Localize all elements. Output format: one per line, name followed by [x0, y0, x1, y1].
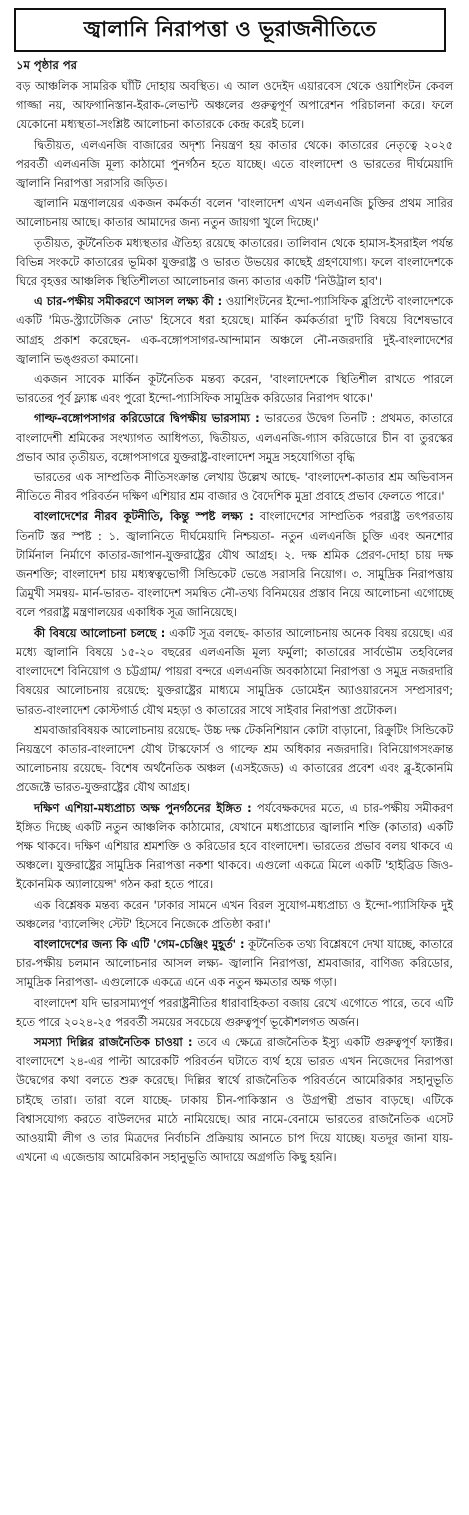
article-paragraph	[16, 468, 453, 506]
article-paragraph	[16, 194, 453, 232]
paragraph-text: জ্বালানি মন্ত্রণালয়ের একজন কর্মকর্তা বলেন 'বাংলাদেশ এখন এলএনজি চুক্তির প্রথম সারির আলোচনায় আছে। কাতার আমাদের জন্য নতুন জায়গা খুলে দিচ্ছে।'	[16, 197, 453, 230]
paragraph-text: একটি সূত্র বলছে- কাতার আলোচনায় অনেক বিষয় রয়েছে। এর মধ্যে জ্বালানি বিষয়ে ১৫-২০ বছরের এলএনজি মূল্য ফর্মুলা; কাতারের সার্বভৌম তহবিলের বাংলাদেশে বিনিয়োগ ও চট্টগ্রাম/ পায়রা বন্দরে এলএনজি অবকাঠামো নিরাপত্তা ও সমুদ্র নজরদারি বিষয়ের আলোচনায় রয়েছে: যুক্তরাষ্ট্রের মাধ্যমে সামুদ্রিক ডোমেইন অ্যাওয়ারনেস সম্প্রসারণ; ভারত-বাংলাদেশ কোস্টগার্ড যৌথ মহড়া ও কাতারের সাথে সাইবার নিরাপত্তা প্রটোকল।	[16, 626, 453, 717]
article-paragraph	[16, 234, 453, 292]
continued-label: ১ম পৃষ্ঠার পর	[16, 58, 77, 72]
paragraph-text: ভারতের উদ্বেগ তিনটি : প্রথমত, কাতারে বাংলাদেশী শ্রমিকের সংখ্যাগত আধিপত্য, দ্বিতীয়ত, এলএনজি-গ্যাস করিডোরে চীন বা তুরস্কের প্রভাব আর তৃতীয়ত, বঙ্গোপসাগরে যুক্তরাষ্ট্র-বাংলাদেশ সমুদ্র সহযোগিতা বৃদ্ধি	[16, 412, 454, 464]
paragraph-text: তৃতীয়ত, কূটনৈতিক মধ্যস্থতার ঐতিহ্য রয়েছে কাতারের। তালিবান থেকে হামাস-ইসরাইল পর্যন্ত বিভিন্ন সংকটে কাতারের ভূমিকা যুক্তরাষ্ট্র ও ভারত উভয়ের কাছেই গ্রহণযোগ্য। ফলে বাংলাদেশকে ঘিরে বৃহত্তর আঞ্চলিক স্থিতিশীলতা আলোচনার জন্য কাতার একটি 'নিউট্রাল হাব'।	[16, 236, 453, 289]
paragraph-text: কূটনৈতিক তথ্য বিশ্লেষণে দেখা যাচ্ছে, কাতারে চার-পক্ষীয় চলমান আলোচনার আসল লক্ষ্য- জ্বালানি নিরাপত্তা, শ্রমবাজার, বাণিজ্য করিডোর, সামুদ্রিক নিরাপত্তা- এগুলোকে একত্রে এনে এক নতুন ক্ষমতার অক্ষ গড়া।	[16, 937, 453, 990]
article-paragraph	[16, 370, 453, 408]
article-paragraph	[16, 896, 453, 934]
subheading: এ চার-পক্ষীয় সমীকরণে আসল লক্ষ্য কী :	[34, 295, 223, 309]
subheading: বাংলাদেশের জন্য কি এটি 'গেম-চেঞ্জিং মুহূর্ত' :	[34, 937, 245, 951]
paragraph-text: ভারতের এক সাম্প্রতিক নীতিসংক্রান্ত লেখায় উল্লেখ আছে- 'বাংলাদেশ-কাতার শ্রম অভিবাসন নীতিতে নীরব পরিবর্তন দক্ষিণ এশিয়ার শ্রম বাজার ও বৈদেশিক মুদ্রা প্রবাহে প্রভাব ফেলতে পারে।'	[16, 471, 453, 504]
subheading: কী বিষয়ে আলোচনা চলছে :	[34, 626, 166, 640]
subheading: দক্ষিণ এশিয়া-মধ্যপ্রাচ্য অক্ষ পুনর্গঠনের ইঙ্গিত :	[34, 801, 252, 815]
subheading: বাংলাদেশের নীরব কূটনীতি, কিন্তু স্পষ্ট লক্ষ্য :	[34, 510, 254, 524]
article-paragraph	[16, 1033, 453, 1167]
article-paragraphs	[16, 77, 453, 1167]
article-paragraph	[16, 292, 453, 369]
paragraph-text: তবে এ ক্ষেত্রে রাজনৈতিক ইস্যু একটি গুরুত্বপূর্ণ ফ্যাক্টর। বাংলাদেশে ২৪-এর পাল্টা আরেকটি পরিবর্তন ঘটাতে ব্যর্থ হয়ে ভারত এখন নিজেদের নিরাপত্তা উদ্বেগের কথা বলতে শুরু করেছে। দিল্লির স্বার্থে রাজনৈতিক পরিবর্তনে আমেরিকার সহানুভূতি চাইছে তারা। তারা বলে যাচ্ছে- ঢাকায় চীন-পাকিস্তান ও উগ্রপন্থী প্রভাব বাড়ছে। এটিকে বিশ্বাসযোগ্য করতে বাউলদের মাঠে নামিয়েছে। আর নামে-বেনামে ভারতের রাজনৈতিক এসেট আওয়ামী লীগ ও তার মিত্রদের নির্বাচনি প্রক্রিয়ায় আনতে চাপ দিয়ে যাচ্ছে। যতদূর জানা যায়- এখনো এ এজেন্ডায় আমেরিকান সহানুভূতি আদায়ে অগ্রগতি কিছু হয়নি।	[16, 1035, 454, 1165]
paragraph-text: বাংলাদেশের সাম্প্রতিক পররাষ্ট্র তৎপরতায় তিনটি স্তর স্পষ্ট : ১. জ্বালানিতে দীর্ঘমেয়াদি নিশ্চয়তা- নতুন এলএনজি চুক্তি এবং অনশোর টার্মিনাল নির্মাণে কাতার-জাপান-যুক্তরাষ্ট্রের যৌথ আগ্রহ। ২. দক্ষ শ্রমিক প্রেরণ-দোহা চায় দক্ষ জনশক্তি; বাংলাদেশ চায় মধ্যস্বত্বভোগী সিন্ডিকেট ভেঙে সরাসরি নিয়োগ। ৩. সামুদ্রিক নিরাপত্তায় ত্রিমুখী সমন্বয়- মার্ন-ভারত- বাংলাদেশ সমন্বিত নৌ-তথ্য বিনিময়ের প্রস্তাব নিয়ে আলোচনা এগোচ্ছে বলে পররাষ্ট্র মন্ত্রণালয়ের একাধিক সূত্র জানিয়েছে।	[16, 510, 454, 620]
article-paragraph	[16, 507, 453, 622]
headline-box	[14, 8, 446, 52]
subheading: গাল্ফ-বঙ্গোপসাগর করিডোরে দ্বিপক্ষীয় ভারসাম্য :	[34, 412, 260, 426]
article-body	[16, 57, 453, 1168]
paragraph-text: পর্যবেক্ষকদের মতে, এ চার-পক্ষীয় সমীকরণ ইঙ্গিত দিচ্ছে একটি নতুন আঞ্চলিক কাঠামোর, যেখানে মধ্যপ্রাচ্যের জ্বালানি শক্তি (কাতার) একটি পক্ষ থাকবে। দক্ষিণ এশিয়ার শ্রমশক্তি ও করিডোর হবে বাংলাদেশ। ভারতের প্রভাব বলয় থাকবে এ অঞ্চলে। যুক্তরাষ্ট্রের সামুদ্রিক নিরাপত্তা নকশা থাকবে। এগুলো একত্রে মিলে একটি 'হাইব্রিড জিও-ইকোনমিক অ্যালায়েন্স' গঠন করা হতে পারে।	[16, 801, 453, 892]
paragraph-text: বাংলাদেশ যদি ভারসাম্যপূর্ণ পররাষ্ট্রনীতির ধারাবাহিকতা বজায় রেখে এগোতে পারে, তবে এটি হতে পারে ২০২৪-২৫ পরবর্তী সময়ের সবচেয়ে গুরুত্বপূর্ণ ভূকৌশলগত অর্জন।	[16, 996, 453, 1029]
subheading: সমস্যা দিল্লির রাজনৈতিক চাওয়া :	[34, 1035, 193, 1049]
paragraph-text: ওয়াশিংটনের ইন্দো-প্যাসিফিক ব্লুপ্রিন্টে বাংলাদেশকে একটি 'মিড-স্ট্র্যাটেজিক নোড' হিসেবে ধরা হয়েছে। মার্কিন কর্মকর্তারা দু'টি বিষয়ে বিশেষভাবে আগ্রহ প্রকাশ করেছেন- এক-বঙ্গোপসাগর-আন্দামান অঞ্চলে নৌ-নজরদারি দুই-বাংলাদেশের জ্বালানি ভঙ্গুরতা কমানো।	[16, 295, 453, 366]
paragraph-text: বড় আঞ্চলিক সামরিক ঘাঁটি দোহায় অবস্থিত। এ আল ওদেইদ এয়ারবেস থেকে ওয়াশিংটন কেবল গাজ্জা নয়, আফগানিস্তান-ইরাক-লেভান্ট অঞ্চলের গুরুত্বপূর্ণ অপারেশন পরিচালনা করে। ফলে যেকোনো মধ্যস্থতা-সংশ্লিষ্ট আলোচনা কাতারকে কেন্দ্র করেই চলে।	[16, 80, 453, 132]
article-paragraph	[16, 409, 453, 467]
paragraph-text: এক বিশ্লেষক মন্তব্য করেন 'ঢাকার সামনে এখন বিরল সুযোগ-মধ্যপ্রাচ্য ও ইন্দো-প্যাসিফিক দুই অঞ্চলের 'ব্যালেন্সিং স্টেট' হিসেবে নিজেকে প্রতিষ্ঠা করা।'	[16, 898, 453, 931]
paragraph-text: দ্বিতীয়ত, এলএনজি বাজারের অদৃশ্য নিয়ন্ত্রণ হয় কাতার থেকে। কাতারের নেতৃত্বে ২০২৫ পরবর্তী এলএনজি মূল্য কাঠামো পুনর্গঠন হতে যাচ্ছে। এতে বাংলাদেশ ও ভারতের দীর্ঘমেয়াদি জ্বালানি নিরাপত্তা সরাসরি জড়িত।	[16, 138, 453, 191]
headline: জ্বালানি নিরাপত্তা ও ভূরাজনীতিতে	[83, 16, 377, 41]
article-paragraph	[16, 136, 453, 194]
article-paragraph	[16, 935, 453, 993]
article-paragraph	[16, 994, 453, 1032]
paragraph-text: শ্রমবাজারবিষয়ক আলোচনায় রয়েছে- উচ্চ দক্ষ টেকনিশিয়ান কোটা বাড়ানো, রিক্রুটিং সিন্ডিকেট নিয়ন্ত্রণে কাতার-বাংলাদেশ যৌথ টাস্কফোর্স ও গাল্ফে শ্রম অধিকার নজরদারি। বিনিয়োগসংক্রান্ত আলোচনায় রয়েছে- বিশেষ অর্থনৈতিক অঞ্চল (এসইজেড) এ কাতারের প্রবেশ এবং ব্লু-ইকোনমি প্রজেক্টে ভারত-যুক্তরাষ্ট্রের যৌথ আগ্রহ।	[16, 723, 453, 795]
article-paragraph	[16, 77, 453, 135]
article-paragraph	[16, 799, 453, 895]
article-paragraph	[16, 721, 453, 798]
paragraph-text: একজন সাবেক মার্কিন কূটনৈতিক মন্তব্য করেন, 'বাংলাদেশকে স্থিতিশীল রাখতে পারলে ভারতের পূর্ব ফ্ল্যাঙ্ক এবং পুরো ইন্দো-প্যাসিফিক সামুদ্রিক করিডোর নিরাপদ থাকে।'	[16, 373, 453, 406]
article-paragraph	[16, 624, 453, 720]
